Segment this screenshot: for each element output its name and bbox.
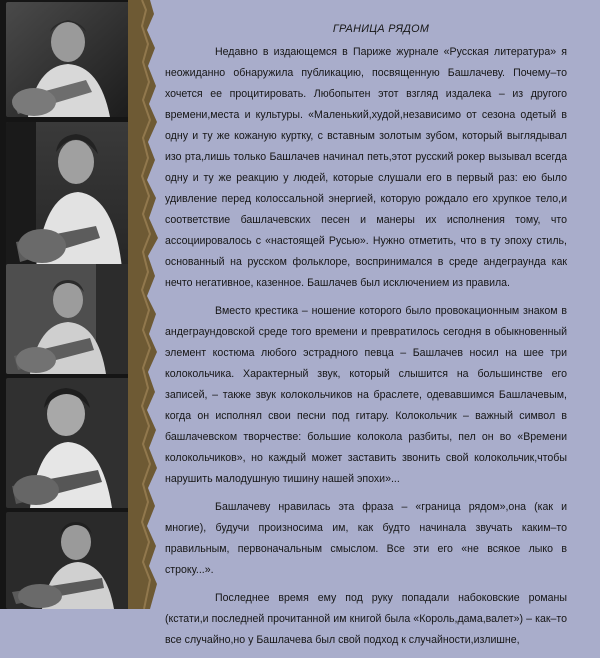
article-paragraph-4: Последнее время ему под руку попадали набоковские романы (кстати,и последней прочитанной им книгой была «Король,дама,валет») – как–то все случайно,но у Башлачева был свой подход к случайности,излишне,: [165, 592, 567, 646]
photo-film-strip: [0, 0, 138, 609]
photo-musician-with-guitar-2: [6, 122, 130, 268]
torn-paper-edge: [128, 0, 162, 609]
article: [165, 22, 567, 658]
photo-musician-with-guitar-1: [6, 2, 130, 117]
photo-musician-with-guitar-5: [6, 512, 130, 609]
article-paragraph-3: Башлачеву нравилась эта фраза – «граница рядом»,она (как и многие), будучи произносима им, как будто начинала звучать каким–то правильным, первоначальным смыслом. Все эти его «не всякое лыко в строку...».: [165, 501, 567, 576]
article-paragraph-1: Недавно в издающемся в Париже журнале «Русская литература» я неожиданно обнаружила публикацию, посвященную Башлачеву. Почему–то хочется ее процитировать. Любопытен этот взгляд издалека – из другого времени,места и культуры. «Маленький,худой,независимо от сезона одетый в одну и ту же кожаную куртку, с вставным золотым зубом, который выглядывал изо рта,лишь только Башлачев начинал петь,этот русский рокер вызывал всегда одну и ту же реакцию у людей, которые слушали его в первый раз: ею было удивление перед колоссальной энергией, которую рождало его хрупкое тело,и соответствие башлачевских песен и манеры их исполнения тому, что ассоциировалось с «настоящей Русью». Нужно отметить, что в ту эпоху стиль, основанный на русском фольклоре, воспринимался в среде андеграунда как нечто негативное, казенное. Башлачев был исключением из правила.: [165, 46, 567, 289]
photo-musician-with-guitar-4: [6, 378, 130, 508]
article-paragraph-2: Вместо крестика – ношение которого было провокационным знаком в андеграундовской среде того времени и превратилось сегодня в обыкновенный элемент костюма любого эстрадного певца – Башлачев носил на шее три колокольчика. Характерный звук, который слышится на большинстве его записей, – также звук колокольчиков на браслете, одевавшимся Башлачевым, когда он исполнял свои песни под гитару. Колокольчик – важный символ в башлачевском творчестве: большие колокола разбиты, пел он во «Времени колокольчиков», но каждый может заставить звонить свой колокольчик,чтобы нарушить малодушную тишину нашей эпохи»...: [165, 305, 567, 485]
photo-musician-with-guitar-3: [6, 264, 130, 374]
article-title: ГРАНИЦА РЯДОМ: [332, 23, 430, 35]
